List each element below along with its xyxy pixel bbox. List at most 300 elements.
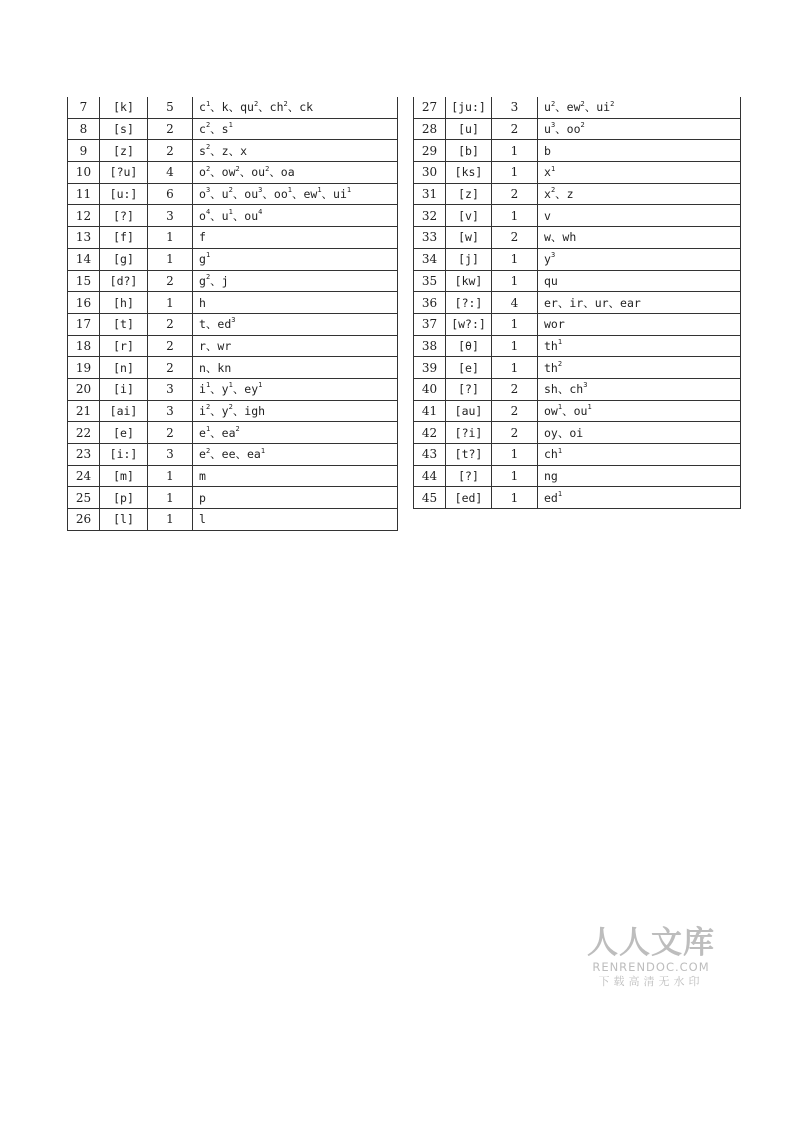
row-number: 16	[68, 292, 100, 314]
spelling-superscript: 2	[205, 273, 211, 282]
spelling-list	[193, 292, 398, 314]
spelling-count: 2	[492, 378, 538, 400]
phoneme-symbol: [j]	[446, 248, 492, 270]
phoneme-symbol: [?]	[446, 378, 492, 400]
spelling-text: 、ea	[210, 425, 236, 440]
phoneme-table-left	[67, 97, 398, 531]
spelling-superscript: 2	[550, 99, 556, 108]
phoneme-table-right	[413, 97, 741, 509]
spelling-text: i	[199, 403, 206, 418]
spelling-list	[193, 313, 398, 335]
row-number: 12	[68, 205, 100, 227]
table-row	[414, 422, 741, 444]
spelling-list	[193, 118, 398, 140]
spelling-text: 、z	[555, 187, 574, 202]
phoneme-symbol: [d?]	[100, 270, 148, 292]
spelling-count: 2	[148, 313, 193, 335]
spelling-list	[538, 183, 741, 205]
row-number: 39	[414, 357, 446, 379]
table-row	[414, 378, 741, 400]
phoneme-symbol: [r]	[100, 335, 148, 357]
phoneme-symbol: [s]	[100, 118, 148, 140]
spelling-count: 1	[492, 465, 538, 487]
table-row	[68, 205, 398, 227]
row-number: 23	[68, 444, 100, 466]
phoneme-symbol: [u:]	[100, 183, 148, 205]
table-row	[68, 270, 398, 292]
table-row	[68, 487, 398, 509]
spelling-list	[193, 140, 398, 162]
table-row	[414, 227, 741, 249]
spelling-count: 1	[492, 313, 538, 335]
table-row	[68, 335, 398, 357]
phoneme-symbol: [t]	[100, 313, 148, 335]
phoneme-symbol: [?u]	[100, 162, 148, 184]
spelling-list	[193, 335, 398, 357]
table-row	[68, 183, 398, 205]
spelling-text: m	[199, 469, 206, 484]
spelling-superscript: 2	[205, 121, 211, 130]
spelling-superscript: 1	[287, 186, 292, 195]
spelling-superscript: 1	[260, 446, 266, 455]
phoneme-symbol: [t?]	[446, 444, 492, 466]
phoneme-symbol: [?]	[446, 465, 492, 487]
spelling-text: f	[199, 230, 206, 245]
spelling-text: r、wr	[199, 338, 232, 353]
spelling-count: 2	[492, 422, 538, 444]
table-row	[414, 357, 741, 379]
phoneme-symbol: [ju:]	[446, 97, 492, 118]
spelling-count: 4	[492, 292, 538, 314]
spelling-list	[193, 270, 398, 292]
spelling-superscript: 1	[228, 381, 233, 390]
spelling-text: i	[199, 382, 206, 397]
spelling-list	[538, 292, 741, 314]
row-number: 32	[414, 205, 446, 227]
spelling-count: 1	[492, 357, 538, 379]
spelling-superscript: 1	[557, 403, 563, 412]
spelling-superscript: 3	[583, 381, 588, 390]
spelling-superscript: 1	[258, 381, 263, 390]
spelling-count: 2	[492, 400, 538, 422]
spelling-list	[538, 357, 741, 379]
spelling-list	[538, 227, 741, 249]
phoneme-symbol: [i:]	[100, 444, 148, 466]
spelling-superscript: 2	[228, 403, 233, 412]
spelling-text: 、igh	[232, 403, 266, 418]
spelling-list	[193, 400, 398, 422]
spelling-superscript: 3	[550, 251, 556, 260]
table-row	[68, 444, 398, 466]
phoneme-symbol: [ai]	[100, 400, 148, 422]
spelling-text: 、ew	[555, 100, 581, 115]
phoneme-symbol: [k]	[100, 97, 148, 118]
spelling-superscript: 2	[235, 164, 240, 173]
spelling-superscript: 2	[228, 186, 233, 195]
spelling-superscript: 4	[258, 207, 263, 216]
phoneme-symbol: [h]	[100, 292, 148, 314]
table-row	[68, 400, 398, 422]
spelling-text: 、ui	[321, 187, 347, 202]
table-row	[68, 465, 398, 487]
spelling-list	[193, 205, 398, 227]
spelling-superscript: 1	[205, 424, 211, 433]
phoneme-symbol: [v]	[446, 205, 492, 227]
row-number: 18	[68, 335, 100, 357]
spelling-count: 2	[148, 118, 193, 140]
spelling-text: ch	[544, 447, 558, 462]
table-row	[68, 227, 398, 249]
spelling-count: 2	[148, 422, 193, 444]
table-row	[414, 183, 741, 205]
spelling-text: 、s	[210, 122, 229, 137]
spelling-text: 、y	[210, 403, 229, 418]
spelling-count: 2	[148, 335, 193, 357]
row-number: 43	[414, 444, 446, 466]
spelling-list	[193, 183, 398, 205]
spelling-count: 1	[492, 205, 538, 227]
spelling-superscript: 1	[557, 489, 563, 498]
spelling-text: t、ed	[199, 317, 232, 332]
table-row	[414, 292, 741, 314]
spelling-count: 1	[148, 509, 193, 531]
spelling-text: 、j	[210, 273, 229, 288]
spelling-list	[538, 248, 741, 270]
spelling-text: p	[199, 490, 206, 505]
table-row	[68, 248, 398, 270]
spelling-count: 2	[148, 357, 193, 379]
spelling-count: 3	[148, 400, 193, 422]
spelling-text: 、ou	[232, 208, 259, 223]
phoneme-symbol: [l]	[100, 509, 148, 531]
spelling-count: 2	[148, 140, 193, 162]
spelling-text: 、y	[210, 382, 229, 397]
spelling-list	[193, 444, 398, 466]
spelling-count: 1	[492, 270, 538, 292]
row-number: 42	[414, 422, 446, 444]
spelling-superscript: 1	[205, 381, 211, 390]
phoneme-symbol: [kw]	[446, 270, 492, 292]
spelling-text: er、ir、ur、ear	[544, 295, 641, 310]
spelling-superscript: 1	[550, 164, 556, 173]
row-number: 36	[414, 292, 446, 314]
spelling-count: 1	[492, 487, 538, 509]
table-row	[68, 313, 398, 335]
spelling-text: 、oo	[262, 187, 288, 202]
table-row	[414, 118, 741, 140]
spelling-text: wor	[544, 317, 565, 332]
row-number: 26	[68, 509, 100, 531]
watermark-url: RENRENDOC.COM	[592, 960, 710, 974]
spelling-list	[538, 422, 741, 444]
spelling-superscript: 2	[550, 186, 556, 195]
table-row	[414, 400, 741, 422]
spelling-superscript: 1	[346, 186, 352, 195]
spelling-count: 4	[148, 162, 193, 184]
spelling-superscript: 1	[587, 403, 592, 412]
phoneme-symbol: [?:]	[446, 292, 492, 314]
spelling-superscript: 1	[317, 186, 322, 195]
spelling-superscript: 2	[557, 359, 563, 368]
row-number: 7	[68, 97, 100, 118]
phoneme-symbol: [ed]	[446, 487, 492, 509]
spelling-count: 1	[148, 248, 193, 270]
spelling-superscript: 2	[265, 164, 270, 173]
spelling-list	[538, 487, 741, 509]
row-number: 38	[414, 335, 446, 357]
spelling-superscript: 1	[557, 446, 563, 455]
spelling-text: 、ui	[584, 100, 611, 115]
spelling-text: h	[199, 295, 206, 310]
spelling-text: o	[199, 208, 206, 223]
spelling-text: y	[544, 252, 551, 267]
spelling-text: u	[544, 100, 551, 115]
table-row	[68, 422, 398, 444]
spelling-text: 、k、qu	[210, 100, 254, 115]
spelling-superscript: 2	[205, 403, 211, 412]
spelling-count: 1	[148, 487, 193, 509]
spelling-count: 1	[492, 248, 538, 270]
spelling-superscript: 2	[610, 99, 615, 108]
table-row	[68, 97, 398, 118]
spelling-superscript: 3	[550, 121, 556, 130]
spelling-list	[193, 487, 398, 509]
spelling-count: 1	[148, 292, 193, 314]
row-number: 29	[414, 140, 446, 162]
row-number: 31	[414, 183, 446, 205]
row-number: 21	[68, 400, 100, 422]
spelling-text: ng	[544, 469, 558, 484]
table-row	[68, 509, 398, 531]
phoneme-symbol: [m]	[100, 465, 148, 487]
spelling-text: 、ou	[562, 403, 588, 418]
spelling-text: 、ee、ea	[210, 447, 261, 462]
table-row	[414, 465, 741, 487]
spelling-text: 、ey	[232, 382, 259, 397]
table-row	[414, 335, 741, 357]
spelling-text: g	[199, 273, 206, 288]
spelling-count: 3	[148, 205, 193, 227]
spelling-superscript: 2	[580, 99, 585, 108]
phoneme-symbol: [w]	[446, 227, 492, 249]
table-row	[414, 313, 741, 335]
spelling-superscript: 2	[283, 99, 288, 108]
spelling-list	[193, 162, 398, 184]
spelling-count: 3	[148, 378, 193, 400]
spelling-text: oy、oi	[544, 425, 584, 440]
row-number: 19	[68, 357, 100, 379]
spelling-superscript: 2	[235, 424, 240, 433]
spelling-count: 2	[492, 227, 538, 249]
spelling-list	[193, 422, 398, 444]
row-number: 35	[414, 270, 446, 292]
spelling-text: ow	[544, 403, 558, 418]
row-number: 10	[68, 162, 100, 184]
row-number: 28	[414, 118, 446, 140]
phoneme-symbol: [p]	[100, 487, 148, 509]
row-number: 44	[414, 465, 446, 487]
spelling-list	[193, 248, 398, 270]
spelling-count: 3	[148, 444, 193, 466]
phoneme-symbol: [z]	[100, 140, 148, 162]
spelling-text: n、kn	[199, 360, 232, 375]
spelling-superscript: 1	[228, 121, 233, 130]
phoneme-symbol: [?]	[100, 205, 148, 227]
phoneme-symbol: [b]	[446, 140, 492, 162]
phoneme-symbol: [ks]	[446, 162, 492, 184]
table-row	[414, 444, 741, 466]
phoneme-symbol: [i]	[100, 378, 148, 400]
phoneme-symbol: [n]	[100, 357, 148, 379]
watermark-subtitle: 下载高清无水印	[598, 975, 704, 988]
table-row	[68, 357, 398, 379]
spelling-count: 1	[148, 227, 193, 249]
phoneme-symbol: [θ]	[446, 335, 492, 357]
table-row	[68, 162, 398, 184]
spelling-text: ed	[544, 490, 558, 505]
spelling-list	[193, 227, 398, 249]
spelling-text: c	[199, 100, 206, 115]
table-row	[414, 205, 741, 227]
table-row	[68, 378, 398, 400]
spelling-superscript: 2	[253, 99, 259, 108]
spelling-list	[538, 162, 741, 184]
spelling-superscript: 1	[205, 99, 211, 108]
spelling-superscript: 1	[557, 338, 563, 347]
spelling-text: qu	[544, 273, 558, 288]
spelling-superscript: 3	[258, 186, 263, 195]
phoneme-symbol: [z]	[446, 183, 492, 205]
spelling-list	[193, 97, 398, 118]
spelling-count: 1	[492, 140, 538, 162]
spelling-text: c	[199, 122, 206, 137]
phoneme-symbol: [w?:]	[446, 313, 492, 335]
spelling-count: 1	[492, 162, 538, 184]
row-number: 33	[414, 227, 446, 249]
row-number: 14	[68, 248, 100, 270]
phoneme-symbol: [?i]	[446, 422, 492, 444]
spelling-text: 、ck	[287, 100, 314, 115]
spelling-count: 1	[492, 335, 538, 357]
spelling-superscript: 2	[205, 164, 211, 173]
spelling-list	[538, 465, 741, 487]
table-row	[68, 140, 398, 162]
phoneme-symbol: [au]	[446, 400, 492, 422]
phoneme-table-right-body	[414, 97, 741, 509]
watermark-logo	[586, 926, 716, 990]
table-row	[414, 270, 741, 292]
table-row	[414, 487, 741, 509]
spelling-list	[538, 378, 741, 400]
phoneme-symbol: [f]	[100, 227, 148, 249]
spelling-list	[538, 140, 741, 162]
spelling-list	[538, 335, 741, 357]
phoneme-symbol: [g]	[100, 248, 148, 270]
spelling-count: 1	[492, 444, 538, 466]
spelling-list	[538, 118, 741, 140]
spelling-text: e	[199, 425, 206, 440]
spelling-text: 、u	[210, 208, 229, 223]
spelling-text: v	[544, 208, 551, 223]
spelling-text: 、z、x	[210, 143, 248, 158]
spelling-text: s	[199, 143, 206, 158]
table-row	[68, 292, 398, 314]
spelling-text: 、ch	[258, 100, 284, 115]
spelling-count: 5	[148, 97, 193, 118]
row-number: 30	[414, 162, 446, 184]
spelling-list	[538, 270, 741, 292]
row-number: 9	[68, 140, 100, 162]
spelling-text: sh、ch	[544, 382, 584, 397]
spelling-count: 2	[492, 118, 538, 140]
row-number: 11	[68, 183, 100, 205]
row-number: 34	[414, 248, 446, 270]
spelling-text: th	[544, 360, 558, 375]
spelling-text: e	[199, 447, 206, 462]
table-row	[414, 248, 741, 270]
spelling-text: x	[544, 187, 551, 202]
row-number: 40	[414, 378, 446, 400]
spelling-superscript: 1	[228, 207, 233, 216]
phoneme-symbol: [e]	[100, 422, 148, 444]
spelling-list	[538, 400, 741, 422]
spelling-list	[538, 205, 741, 227]
spelling-count: 3	[492, 97, 538, 118]
table-row	[414, 97, 741, 118]
spelling-superscript: 3	[205, 186, 211, 195]
row-number: 25	[68, 487, 100, 509]
spelling-text: x	[544, 165, 551, 180]
spelling-text: th	[544, 338, 558, 353]
spelling-text: 、ou	[239, 165, 266, 180]
phoneme-table-left-body	[68, 97, 398, 530]
row-number: 45	[414, 487, 446, 509]
spelling-text: 、ew	[291, 187, 318, 202]
row-number: 27	[414, 97, 446, 118]
spelling-text: u	[544, 122, 551, 137]
spelling-superscript: 2	[580, 121, 585, 130]
spelling-text: w、wh	[544, 230, 577, 245]
spelling-count: 1	[148, 465, 193, 487]
watermark-title: 人人文库	[587, 925, 715, 961]
row-number: 24	[68, 465, 100, 487]
table-row	[414, 140, 741, 162]
spelling-text: 、oa	[269, 165, 295, 180]
spelling-superscript: 3	[231, 316, 236, 325]
spelling-count: 6	[148, 183, 193, 205]
row-number: 20	[68, 378, 100, 400]
spelling-text: l	[199, 512, 206, 527]
spelling-list	[193, 357, 398, 379]
spelling-text: 、oo	[555, 122, 581, 137]
spelling-list	[193, 509, 398, 531]
spelling-list	[538, 444, 741, 466]
spelling-text: o	[199, 165, 206, 180]
spelling-text: g	[199, 252, 206, 267]
spelling-text: 、ow	[210, 165, 236, 180]
row-number: 13	[68, 227, 100, 249]
table-row	[68, 118, 398, 140]
table-row	[414, 162, 741, 184]
spelling-superscript: 1	[205, 251, 211, 260]
spelling-count: 2	[492, 183, 538, 205]
spelling-text: 、u	[210, 187, 229, 202]
phoneme-symbol: [u]	[446, 118, 492, 140]
spelling-list	[193, 465, 398, 487]
row-number: 17	[68, 313, 100, 335]
spelling-text: b	[544, 143, 551, 158]
spelling-list	[538, 313, 741, 335]
